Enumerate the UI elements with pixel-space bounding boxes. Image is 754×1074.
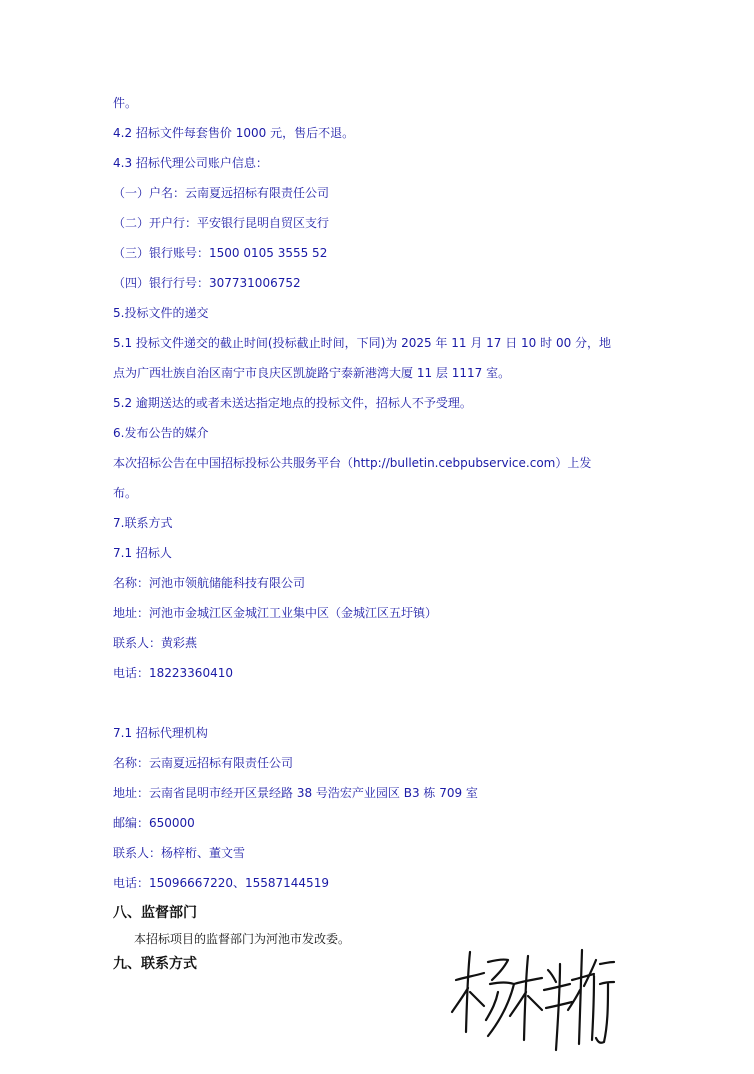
text-line: （三）银行账号：1500 0105 3555 52 — [113, 246, 328, 260]
text-line: 名称：云南夏远招标有限责任公司 — [113, 756, 294, 770]
text-line: （二）开户行：平安银行昆明自贸区支行 — [113, 216, 330, 230]
text-line: 邮编：650000 — [113, 816, 195, 830]
section-heading-contact: 九、联系方式 — [113, 956, 197, 972]
text-line: 件。 — [113, 96, 138, 110]
section-heading-supervision: 八、监督部门 — [113, 905, 197, 921]
text-line: 5.投标文件的递交 — [113, 306, 209, 320]
text-line: 7.1 招标人 — [113, 546, 172, 560]
text-line: （一）户名：云南夏远招标有限责任公司 — [113, 186, 330, 200]
text-line: 名称：河池市领航储能科技有限公司 — [113, 576, 306, 590]
text-line: 地址：云南省昆明市经开区景经路 38 号浩宏产业园区 B3 栋 709 室 — [113, 786, 478, 800]
text-line: 5.2 逾期送达的或者未送达指定地点的投标文件，招标人不予受理。 — [113, 396, 472, 410]
text-line: 联系人：杨梓桁、董文雪 — [113, 846, 246, 860]
text-line: 6.发布公告的媒介 — [113, 426, 209, 440]
text-line: 4.3 招标代理公司账户信息： — [113, 156, 268, 170]
text-line: 布。 — [113, 486, 138, 500]
text-line: 7.联系方式 — [113, 516, 173, 530]
text-line: 7.1 招标代理机构 — [113, 726, 208, 740]
text-line: 4.2 招标文件每套售价 1000 元，售后不退。 — [113, 126, 355, 140]
text-line: 本次招标公告在中国招标投标公共服务平台（http://bulletin.cebpubservice.com）上发 — [113, 456, 592, 470]
section-body-supervision: 本招标项目的监督部门为河池市发改委。 — [134, 932, 351, 946]
text-line: （四）银行行号：307731006752 — [113, 276, 301, 290]
handwritten-signature — [448, 940, 618, 1060]
text-line: 电话：18223360410 — [113, 666, 233, 680]
text-line: 地址：河池市金城江区金城江工业集中区（金城江区五圩镇） — [113, 606, 438, 620]
text-line: 电话：15096667220、15587144519 — [113, 876, 329, 890]
text-line: 联系人：黄彩燕 — [113, 636, 198, 650]
text-line: 点为广西壮族自治区南宁市良庆区凯旋路宁泰新港湾大厦 11 层 1117 室。 — [113, 366, 511, 380]
text-line: 5.1 投标文件递交的截止时间(投标截止时间，下同)为 2025 年 11 月 17 日 10 时 00 分，地 — [113, 336, 612, 350]
signature-image — [448, 940, 618, 1060]
